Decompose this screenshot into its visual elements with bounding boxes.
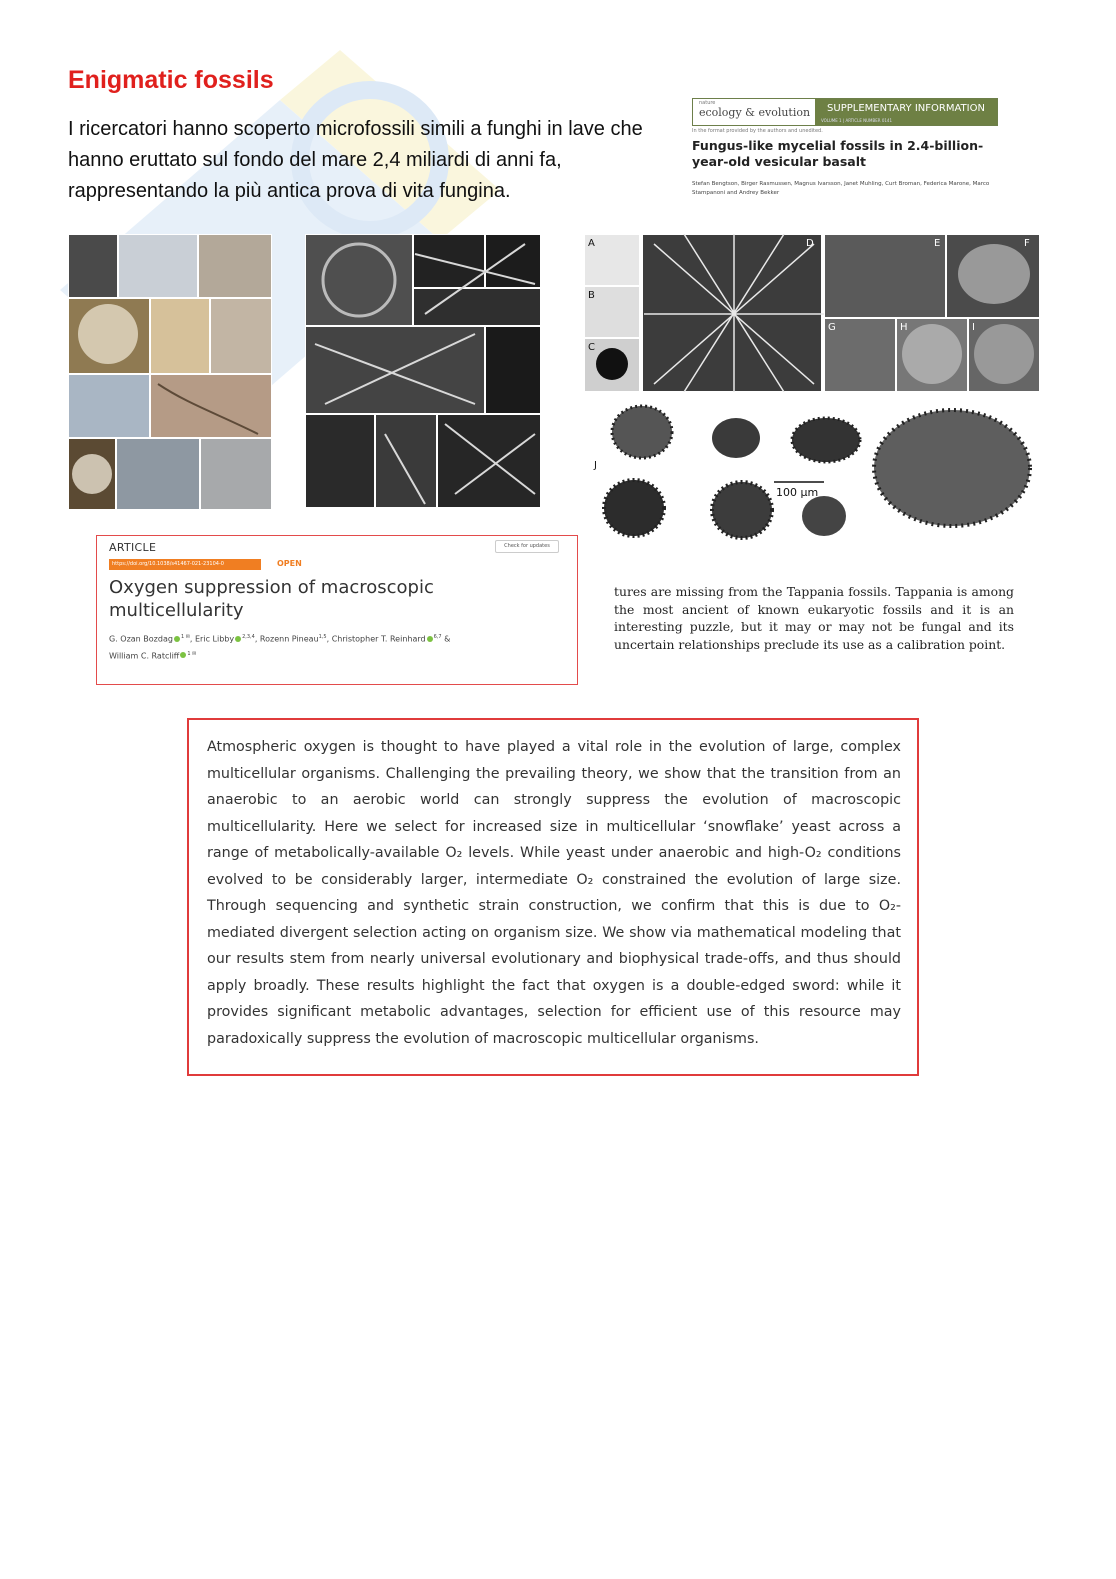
- page-title: Enigmatic fossils: [68, 66, 274, 94]
- hyphae-overlay: [305, 234, 541, 508]
- supplementary-note: In the format provided by the authors and unedited.: [692, 128, 823, 134]
- figure-fossil-sem-grid: [584, 234, 1040, 392]
- author-name: Eric Libby: [195, 634, 235, 644]
- article-title: Oxygen suppression of macroscopic multicellularity: [109, 577, 434, 621]
- orcid-icon: [235, 636, 241, 642]
- supplementary-banner: [692, 98, 998, 126]
- article-authors: G. Ozan Bozdag $^{1 ✉}$, Eric Libby $^{2,3,4}$, Rozenn Pineau$^{1,5}$, Christopher T. Reinhard $^{6,7}$ & William C. Ratcliff $^{1 ✉}$: [109, 634, 451, 661]
- article-label: ARTICLE: [109, 541, 157, 554]
- orcid-icon: [174, 636, 180, 642]
- nature-label: nature: [699, 100, 716, 106]
- panel-label-c: C: [588, 342, 595, 353]
- abstract-box: [187, 718, 919, 1076]
- intro-paragraph: I ricercatori hanno scoperto microfossili simili a funghi in lave che hanno eruttato sul fondo del mare 2,4 miliardi di anni fa, rappresentando la più antica prova di vita fungina.: [68, 118, 643, 202]
- article-doi[interactable]: https://doi.org/10.1038/s41467-021-23104-0: [109, 559, 261, 570]
- supplementary-header: [692, 98, 998, 202]
- thin-section-overlay: [68, 234, 272, 510]
- author-affiliation: 1 ✉: [187, 650, 197, 657]
- scale-bar-label: 100 µm: [776, 486, 819, 499]
- journal-name: ecology & evolution: [699, 106, 811, 119]
- panel-label-e: E: [934, 238, 941, 249]
- author-affiliation: 6,7: [433, 634, 442, 640]
- panel-label-h: H: [900, 322, 908, 333]
- volume-label: VOLUME 1 | ARTICLE NUMBER 0141: [821, 118, 892, 123]
- orcid-icon: [427, 636, 433, 642]
- author-name: William C. Ratcliff: [109, 651, 180, 661]
- author-name: Rozenn Pineau: [259, 634, 319, 644]
- author-name: Christopher T. Reinhard: [331, 634, 426, 644]
- fossil-sem-overlay: [584, 234, 1040, 392]
- panel-label-g: G: [828, 322, 836, 333]
- article-header-box: [96, 535, 578, 685]
- author-affiliation: 1 ✉: [180, 634, 190, 640]
- author-affiliation: 2,3,4: [242, 634, 255, 640]
- figure-tappania-fossils: [590, 396, 1040, 546]
- panel-label-b: B: [588, 290, 595, 301]
- figure-thin-sections: [68, 234, 272, 510]
- panel-label-j: J: [594, 460, 597, 471]
- supplementary-authors: Stefan Bengtson, Birger Rasmussen, Magnus Ivarsson, Janet Muhling, Curt Broman, Federica Marone, Marco Stampanoni and Andrey Bekker: [692, 181, 990, 196]
- author-affiliation: 1,5: [318, 634, 327, 640]
- panel-label-a: A: [588, 238, 595, 249]
- tappania-excerpt: tures are missing from the Tappania fossils. Tappania is among the most ancient of known eukaryotic fossils and it is an interesting puzzle, but it may or may not be fungal and its uncertain relationships preclude its use as a calibration point.: [614, 584, 1014, 652]
- orcid-icon: [180, 652, 186, 658]
- author-name: G. Ozan Bozdag: [109, 634, 173, 644]
- check-updates-badge[interactable]: Check for updates: [495, 540, 559, 553]
- abstract-text: Atmospheric oxygen is thought to have played a vital role in the evolution of large, complex multicellular organisms. Challenging the prevailing theory, we show that the transition from an anaerobic to an aerobic world can strongly suppress the evolution of macroscopic multicellularity. Here we select for increased size in multicellular ‘snowflake’ yeast across a range of metabolically-available O₂ levels. While yeast under anaerobic and high-O₂ conditions evolved to be considerably larger, intermediate O₂ constrained the evolution of large size. Through sequencing and synthetic strain construction, we confirm that this is due to O₂-mediated divergent selection acting on organism size. We show via mathematical modeling that our results stem from nearly universal evolutionary and biophysical trade-offs, and thus should apply broadly. These results highlight the fact that oxygen is a double-edged sword: while it provides significant metabolic advantages, selection for efficient use of this resource may paradoxically suppress the evolution of macroscopic multicellular organisms.: [207, 739, 901, 1047]
- open-access-label: OPEN: [277, 559, 302, 568]
- panel-label-i: I: [972, 322, 975, 333]
- panel-label-f: F: [1024, 238, 1030, 249]
- figure-sem-hyphae: [305, 234, 541, 508]
- supplementary-banner-text: SUPPLEMENTARY INFORMATION: [815, 99, 997, 125]
- panel-label-d: D: [806, 238, 814, 249]
- supplementary-title: Fungus-like mycelial fossils in 2.4-billion-year-old vesicular basalt: [692, 138, 984, 169]
